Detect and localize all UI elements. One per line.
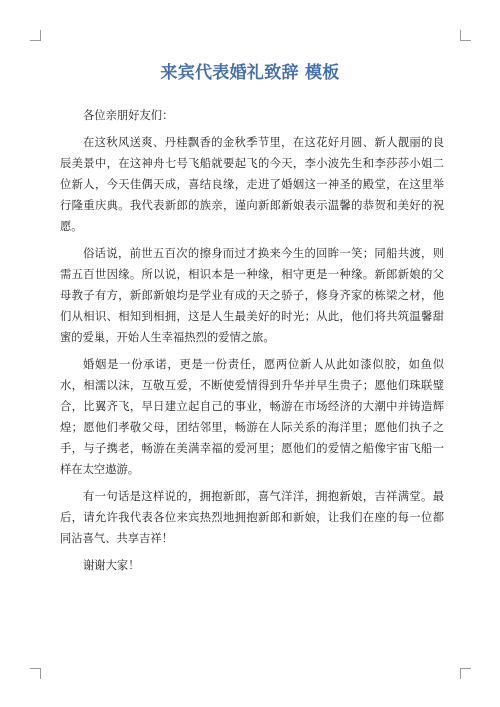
document-body [60,105,444,582]
greeting-line: 各位亲朋好友们： [83,109,174,122]
body-paragraph-2: 俗话说，前世五百次的擦身而过才换来今生的回眸一笑；同船共渡，则需五百世因缘。所以说，相识本是一种缘，相守更是一种缘。新郎新娘的父母教子有方，新郎新娘均是学业有成的天之骄子，修身齐家的栋梁之材，他们从相识、相知到相拥，这是人生最美好的时光；从此，他们将共筑温馨甜蜜的爱巢，开始人生幸福热烈的爱情之旅。 [60,247,444,344]
page-corner-mark-top-left [30,30,41,41]
document-title: 来宾代表婚礼致辞 模板 [160,63,340,83]
body-paragraph-4: 有一句话是这样说的，拥抱新郎，喜气洋洋，拥抱新娘，吉祥满堂。最后，请允许我代表各位来宾热烈地拥抱新郎和新娘，让我们在座的每一位都同沾喜气、共享吉祥！ [60,490,444,545]
page-corner-mark-bottom-left [30,668,41,679]
closing-thanks: 谢谢大家！ [83,559,140,572]
body-paragraph-1: 在这秋风送爽、丹桂飘香的金秋季节里，在这花好月圆、新人靓丽的良辰美景中，在这神舟七号飞船就要起飞的今天，李小波先生和李莎莎小姐二位新人，今天佳偶天成，喜结良缘，走进了婚姻这一神圣的殿堂，在这里举行隆重庆典。我代表新郎的族亲，谨向新郎新娘表示温馨的恭贺和美好的祝愿。 [60,136,444,233]
page-corner-mark-top-right [460,30,471,41]
body-paragraph-3: 婚姻是一份承诺，更是一份责任，愿两位新人从此如漆似胶，如鱼似水，相濡以沫，互敬互爱，不断使爱情得到升华并早生贵子；愿他们珠联璧合，比翼齐飞，早日建立起自己的事业，畅游在市场经济的大潮中并铸造辉煌；愿他们孝敬父母，团结邻里，畅游在人际关系的海洋里；愿他们执子之手，与子携老，畅游在美满幸福的爱河里；愿他们的爱情之船像宇宙飞船一样在太空遨游。 [60,358,444,476]
page-corner-mark-bottom-right [460,668,471,679]
